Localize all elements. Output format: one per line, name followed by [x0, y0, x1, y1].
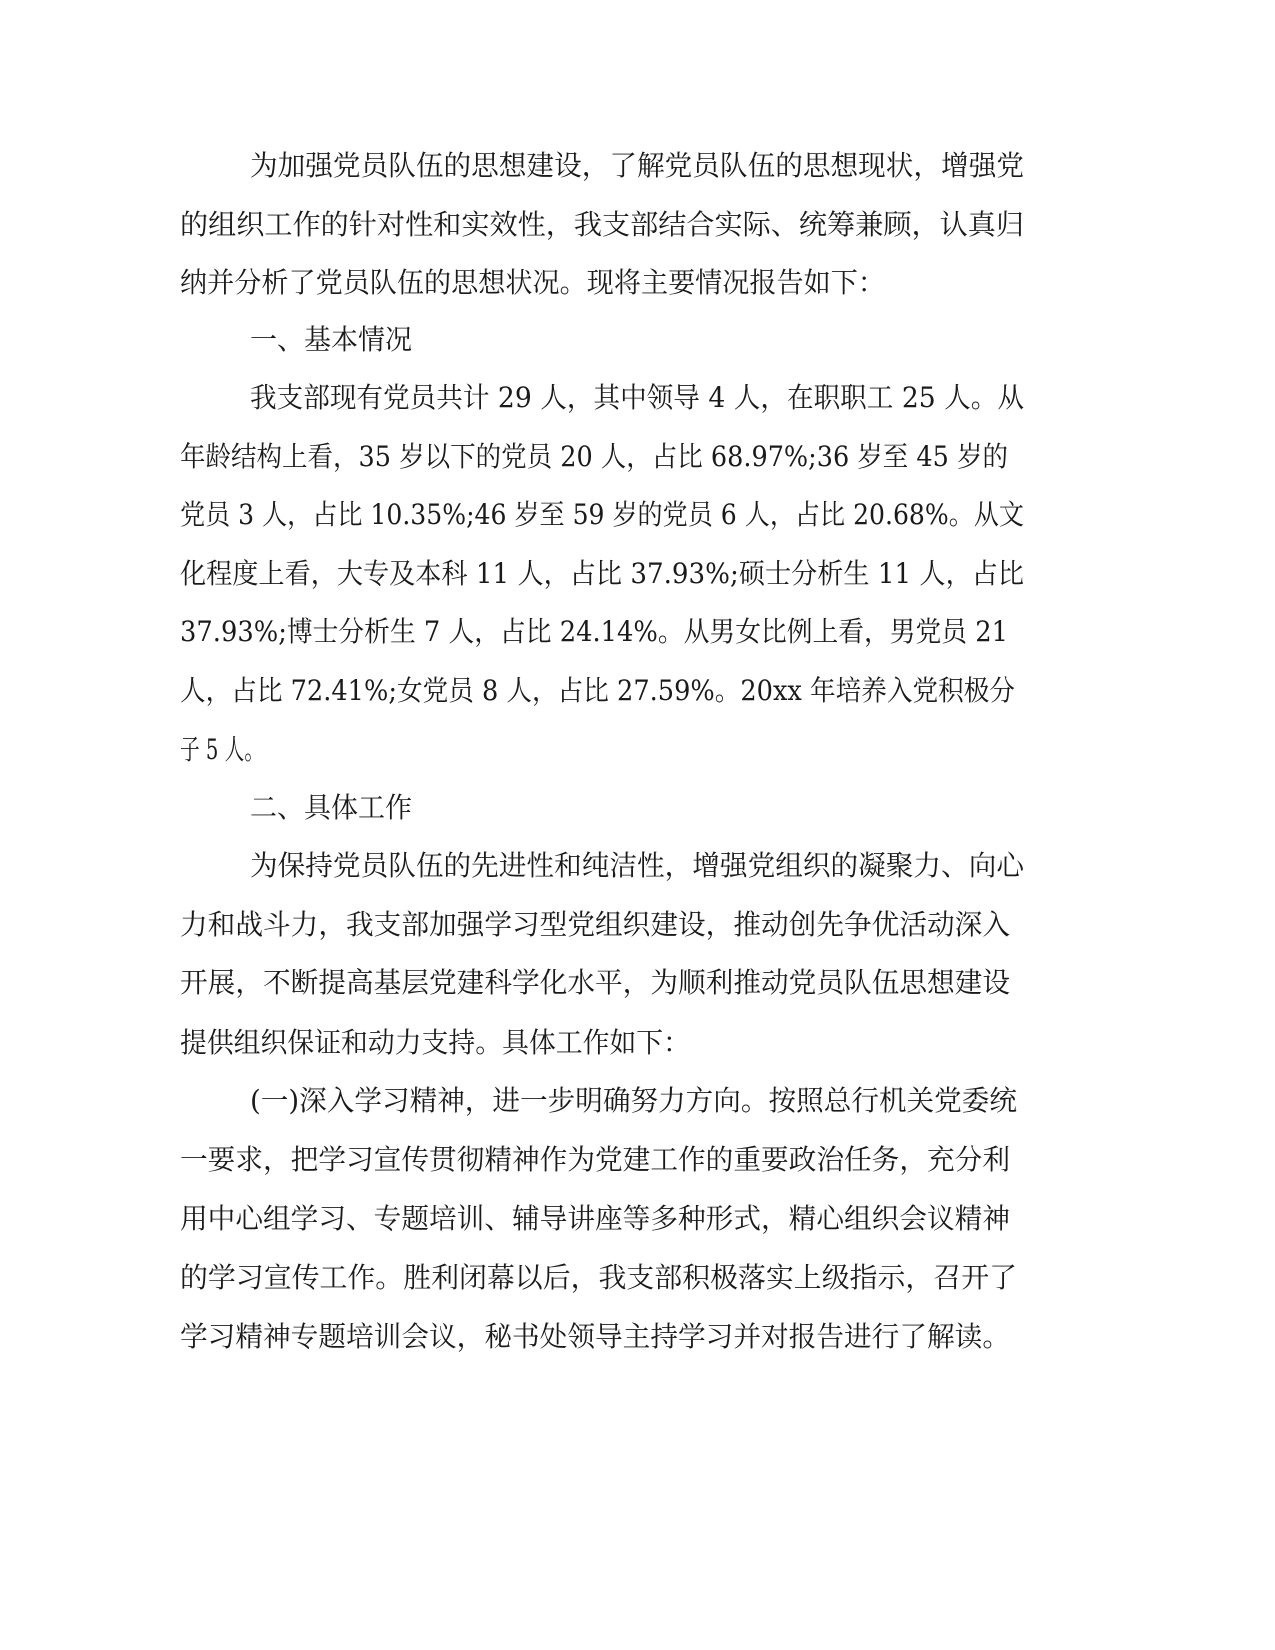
line-text: 我支部现有党员共计 29 人，其中领导 4 人，在职职工 25 人。从 [250, 381, 1024, 414]
line-text: 开展，不断提高基层党建科学化水平，为顺利推动党员队伍思想建设 [180, 966, 1010, 999]
line-text: 学习精神专题培训会议，秘书处领导主持学习并对报告进行了解读。 [180, 1320, 1010, 1353]
line-text: 37.93%;博士分析生 7 人，占比 24.14%。从男女比例上看，男党员 21 [180, 615, 1008, 648]
paragraph-line [0, 1199, 1275, 1239]
line-text: 力和战斗力，我支部加强学习型党组织建设，推动创先争优活动深入 [180, 908, 1010, 941]
line-text: 为保持党员队伍的先进性和纯洁性，增强党组织的凝聚力、向心 [250, 849, 1024, 882]
paragraph-line [0, 495, 1275, 535]
paragraph-line [0, 730, 1275, 770]
line-text: (一)深入学习精神，进一步明确努力方向。按照总行机关党委统 [250, 1084, 1017, 1117]
line-text: 提供组织保证和动力支持。具体工作如下： [180, 1026, 690, 1059]
paragraph-line [0, 1258, 1275, 1298]
line-text: 子 5 人。 [180, 733, 264, 766]
line-text: 一要求，把学习宣传贯彻精神作为党建工作的重要政治任务，充分利 [180, 1143, 1010, 1176]
paragraph-line [0, 963, 1275, 1003]
paragraph-line [0, 905, 1275, 945]
section-heading [0, 788, 1275, 828]
paragraph-line [0, 205, 1275, 245]
paragraph-line [0, 1317, 1275, 1357]
paragraph-line [0, 1140, 1275, 1180]
line-text: 为加强党员队伍的思想建设，了解党员队伍的思想现状，增强党 [250, 149, 1024, 182]
line-text: 人，占比 72.41%;女党员 8 人，占比 27.59%。20xx 年培养入党积极分 [180, 674, 1015, 707]
section-heading [0, 320, 1275, 360]
line-text: 纳并分析了党员队伍的思想状况。现将主要情况报告如下： [180, 266, 885, 299]
paragraph-line [0, 612, 1275, 652]
paragraph-line [0, 1081, 1275, 1121]
line-text: 化程度上看，大专及本科 11 人，占比 37.93%;硕士分析生 11 人，占比 [180, 557, 1024, 590]
paragraph-line [0, 1023, 1275, 1063]
heading-text: 二、具体工作 [250, 791, 412, 824]
line-text: 的组织工作的针对性和实效性，我支部结合实际、统筹兼顾，认真归 [180, 208, 1024, 241]
line-text: 用中心组学习、专题培训、辅导讲座等多种形式，精心组织会议精神 [180, 1202, 1010, 1235]
paragraph-line [0, 671, 1275, 711]
paragraph-line [0, 146, 1275, 186]
heading-text: 一、基本情况 [250, 323, 412, 356]
line-text: 年龄结构上看，35 岁以下的党员 20 人，占比 68.97%;36 岁至 45 岁的 [180, 440, 1008, 473]
paragraph-line [0, 378, 1275, 418]
paragraph-line [0, 437, 1275, 477]
line-text: 党员 3 人，占比 10.35%;46 岁至 59 岁的党员 6 人，占比 20.68%。从文 [180, 498, 1024, 531]
paragraph-line [0, 554, 1275, 594]
paragraph-line [0, 846, 1275, 886]
paragraph-line [0, 263, 1275, 303]
line-text: 的学习宣传工作。胜利闭幕以后，我支部积极落实上级指示，召开了 [180, 1261, 1017, 1294]
